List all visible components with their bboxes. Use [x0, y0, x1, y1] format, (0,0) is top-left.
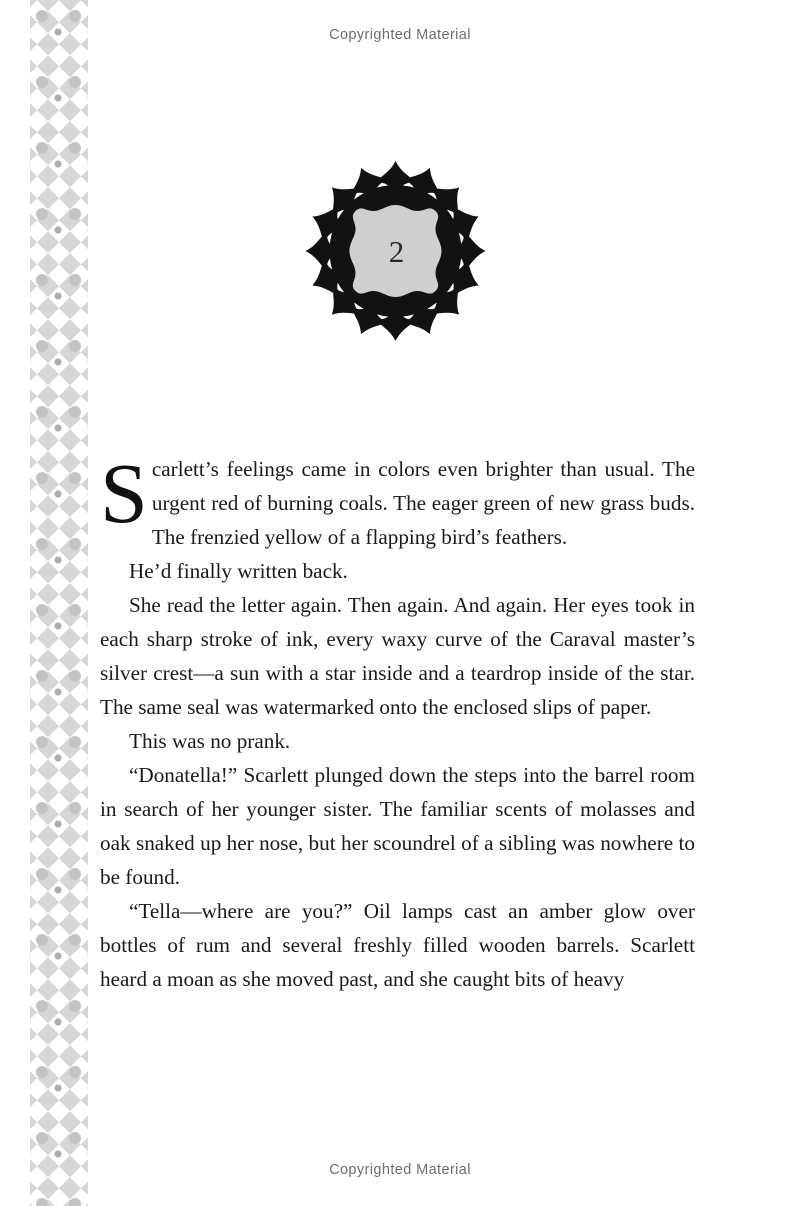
page-left-margin [0, 0, 26, 1206]
decorative-border-ornament [26, 0, 92, 1206]
drop-cap: S [100, 445, 148, 541]
running-head-top: Copyrighted Material [329, 27, 471, 43]
ornament-inner-rule [92, 0, 95, 1206]
paragraph-2: He’d finally written back. [129, 559, 348, 583]
paragraph-3: She read the letter again. Then again. And again. Her eyes took in each sharp stroke of ink, every waxy curve of the Caraval master’s silver crest—a sun with a star inside and a teardrop inside of the star. The same seal was watermarked onto the enclosed slips of paper. [100, 593, 695, 719]
chapter-body-text [100, 445, 695, 996]
running-head-bottom: Copyrighted Material [329, 1162, 471, 1178]
paragraph-4: This was no prank. [129, 729, 291, 753]
paragraph-1 [100, 445, 695, 554]
paragraph-6: “Tella—where are you?” Oil lamps cast an amber glow over bottles of rum and several freshly filled wooden barrels. Scarlett heard a moan as she moved past, and she caught bits of heavy [100, 899, 695, 991]
chapter-ornament [293, 158, 498, 344]
chapter-number: 2 [388, 234, 405, 269]
paragraph-5: “Donatella!” Scarlett plunged down the steps into the barrel room in search of her younger sister. The familiar scents of molasses and oak snaked up her nose, but her scoundrel of a sibling was nowhere to be found. [100, 763, 695, 889]
paragraph-1-text: carlett’s feelings came in colors even brighter than usual. The urgent red of burning coals. The eager green of new grass buds. The frenzied yellow of a flapping bird’s feathers. [151, 457, 695, 549]
